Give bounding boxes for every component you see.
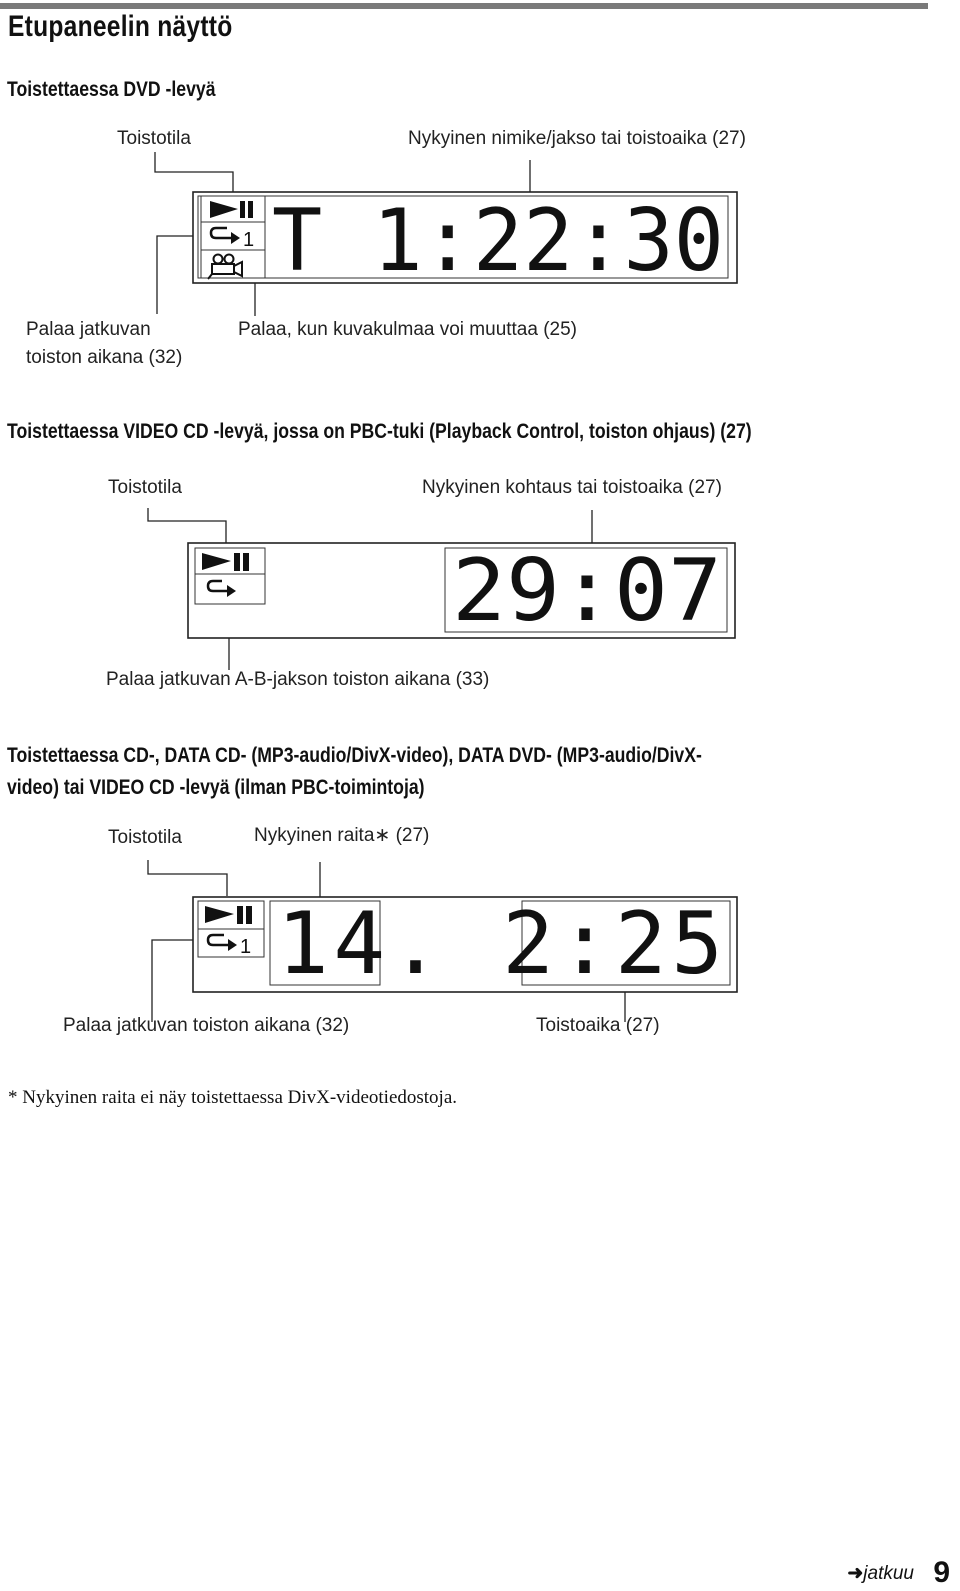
arrow-right-icon: ➜ [847,1563,864,1584]
dvd-front-panel-display [193,191,737,291]
section-heading-dvd: Toistettaessa DVD -levyä [7,78,216,101]
label-current-title-dvd: Nykyinen nimike/jakso tai toistoaika (27) [408,128,746,149]
continue-label [847,1562,914,1585]
svg-text:1: 1 [240,936,252,958]
dvd-time-readout: T 1:22:30 [272,191,724,291]
label-repeat-cd: Palaa jatkuvan toiston aikana (32) [63,1015,350,1036]
label-current-track-cd: Nykyinen raita∗ (27) [254,825,430,846]
label-play-mode-cd: Toistotila [108,827,182,848]
page-title: Etupaneelin näyttö [8,10,233,43]
label-play-time-cd: Toistoaika (27) [536,1015,660,1036]
label-repeat-dvd: Palaa jatkuvan toiston aikana (32) [26,319,183,368]
footnote: * Nykyinen raita ei näy toistettaessa DivX-videotiedostoja. [8,1087,458,1108]
cd-track-time-readout: 14. 2:25 [277,894,723,994]
continue-text: jatkuu [863,1563,914,1584]
label-current-scene-vcd: Nykyinen kohtaus tai toistoaika (27) [422,477,722,498]
vcd-pbc-front-panel-display [188,541,735,641]
label-play-mode-vcd: Toistotila [108,477,182,498]
section-heading-cd: Toistettaessa CD-, DATA CD- (MP3-audio/DivX-video), DATA DVD- (MP3-audio/DivX- video) tai VIDEO CD -levyä (ilman PBC-toimintoja) [7,744,702,799]
label-play-mode-dvd: Toistotila [117,128,191,149]
page-number: 9 [933,1556,950,1589]
label-angle-dvd: Palaa, kun kuvakulmaa voi muuttaa (25) [238,319,578,340]
svg-text:1: 1 [243,229,255,251]
label-repeat-ab-vcd: Palaa jatkuvan A-B-jakson toiston aikana (33) [106,669,490,690]
vcd-time-readout: 29:07 [452,541,722,641]
cd-front-panel-display [193,894,737,994]
section-heading-vcd-pbc: Toistettaessa VIDEO CD -levyä, jossa on PBC-tuki (Playback Control, toiston ohjaus) (27) [7,420,752,443]
